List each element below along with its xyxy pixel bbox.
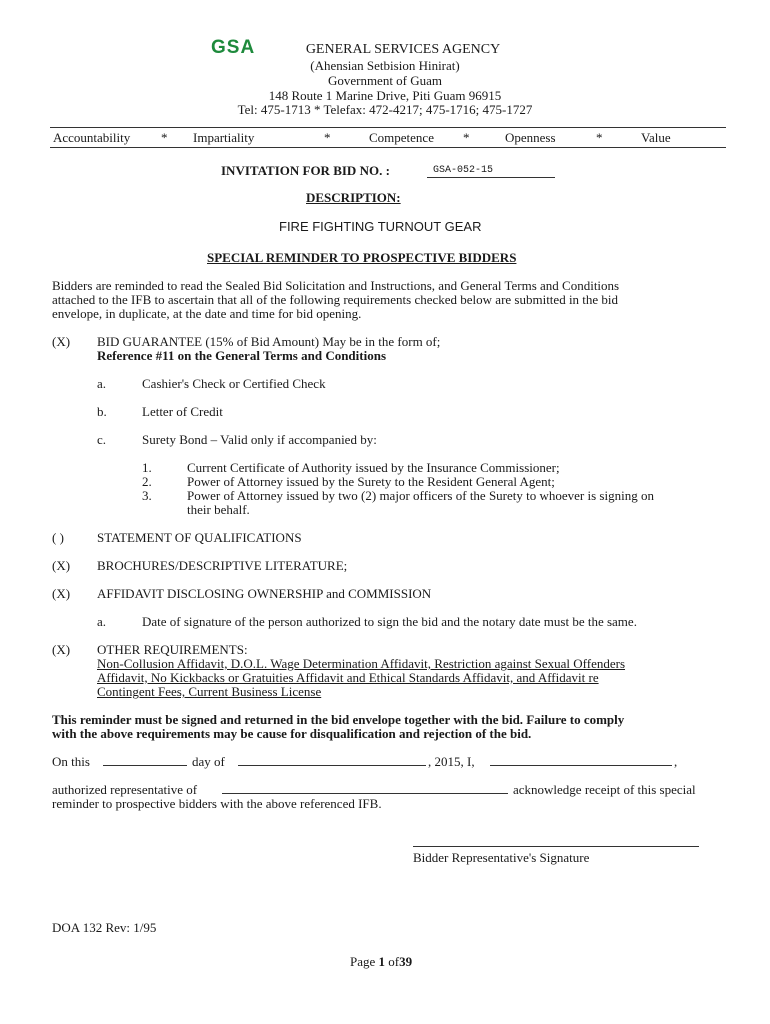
government-name: Government of Guam (327, 73, 443, 88)
ack-acknowledge: acknowledge receipt of this special (513, 782, 696, 797)
bid-guarantee-reference: Reference #11 on the General Terms and Conditions (97, 348, 387, 363)
brochures-label: BROCHURES/DESCRIPTIVE LITERATURE; (97, 558, 348, 573)
affidavit-note-letter: a. (97, 614, 107, 629)
name-input[interactable] (490, 754, 672, 766)
ack-authorized: authorized representative of (52, 782, 198, 797)
brochures-checkbox: (X) (52, 558, 71, 573)
option-letter: c. (97, 432, 107, 447)
intro-line-1: Bidders are reminded to read the Sealed Bid Solicitation and Instructions, and General Terms and Conditions (52, 278, 620, 293)
page-current: 1 (378, 954, 386, 969)
agency-address: 148 Route 1 Marine Drive, Piti Guam 96915 (268, 88, 502, 103)
warning-line-1: This reminder must be signed and returned in the bid envelope together with the bid. Failure to comply (52, 712, 625, 727)
affidavit-checkbox: (X) (52, 586, 71, 601)
day-input[interactable] (103, 754, 187, 766)
ack-on-this: On this (52, 754, 90, 769)
motto-openness: Openness (505, 130, 556, 145)
page-total: 39 (399, 954, 413, 969)
option-letter-of-credit: Letter of Credit (142, 404, 223, 419)
other-requirements-line-1: Non-Collusion Affidavit, D.O.L. Wage Determination Affidavit, Restriction against Sexual Offenders (97, 656, 626, 671)
description-text: FIRE FIGHTING TURNOUT GEAR (279, 219, 482, 234)
month-input[interactable] (238, 754, 426, 766)
agency-native-name: (Ahensian Setbision Hinirat) (310, 58, 460, 73)
gsa-logo: GSA (211, 37, 256, 58)
other-requirements-checkbox: (X) (52, 642, 71, 657)
ack-line-2: reminder to prospective bidders with the above referenced IFB. (52, 796, 382, 811)
motto-separator: * (463, 130, 470, 145)
page-of: of (388, 954, 400, 969)
company-input[interactable] (222, 782, 508, 794)
surety-requirement-continued: their behalf. (187, 502, 250, 517)
ifb-number: GSA-052-15 (433, 165, 494, 176)
other-requirements-line-3: Contingent Fees, Current Business License (97, 684, 322, 699)
motto-impartiality: Impartiality (193, 130, 255, 145)
surety-number: 3. (142, 488, 152, 503)
signature-label: Bidder Representative's Signature (413, 850, 590, 865)
affidavit-label: AFFIDAVIT DISCLOSING OWNERSHIP and COMMISSION (97, 586, 432, 601)
surety-requirement: Power of Attorney issued by the Surety to the Resident General Agent; (187, 474, 555, 489)
bid-guarantee-label: BID GUARANTEE (15% of Bid Amount) May be in the form of; (97, 334, 441, 349)
option-surety-bond: Surety Bond – Valid only if accompanied by: (142, 432, 377, 447)
form-id: DOA 132 Rev: 1/95 (52, 920, 157, 935)
warning-line-2: with the above requirements may be cause for disqualification and rejection of the bid. (52, 726, 532, 741)
option-letter: b. (97, 404, 107, 419)
affidavit-note-text: Date of signature of the person authorized to sign the bid and the notary date must be the same. (142, 614, 637, 629)
agency-name: GENERAL SERVICES AGENCY (305, 42, 501, 57)
intro-line-3: envelope, in duplicate, at the date and time for bid opening. (52, 306, 362, 321)
header-top-rule (50, 127, 726, 128)
page-number (350, 954, 412, 969)
ack-comma: , (674, 754, 678, 769)
signature-line[interactable] (413, 846, 699, 847)
option-letter: a. (97, 376, 107, 391)
motto-value: Value (641, 130, 671, 145)
ack-year: , 2015, I, (428, 754, 475, 769)
motto-separator: * (161, 130, 168, 145)
surety-number: 2. (142, 474, 152, 489)
ack-day-of: day of (192, 754, 225, 769)
agency-phone: Tel: 475-1713 * Telefax: 472-4217; 475-1716; 475-1727 (237, 102, 533, 117)
description-heading: DESCRIPTION: (306, 190, 401, 205)
surety-requirement: Current Certificate of Authority issued by the Insurance Commissioner; (187, 460, 560, 475)
other-requirements-line-2: Affidavit, No Kickbacks or Gratuities Affidavit and Ethical Standards Affidavit, and Affidavit re (97, 670, 599, 685)
motto-separator: * (596, 130, 603, 145)
reminder-heading: SPECIAL REMINDER TO PROSPECTIVE BIDDERS (207, 250, 517, 265)
qualifications-label: STATEMENT OF QUALIFICATIONS (97, 530, 302, 545)
motto-accountability: Accountability (53, 130, 131, 145)
page-prefix: Page (350, 954, 376, 969)
other-requirements-label: OTHER REQUIREMENTS: (97, 642, 248, 657)
ifb-number-field (427, 164, 555, 178)
header-bottom-rule (50, 147, 726, 148)
ifb-label: INVITATION FOR BID NO. : (221, 163, 390, 178)
motto-competence: Competence (369, 130, 434, 145)
intro-line-2: attached to the IFB to ascertain that all of the following requirements checked below are submitted in the bid (52, 292, 619, 307)
surety-requirement: Power of Attorney issued by two (2) major officers of the Surety to whoever is signing on (187, 488, 654, 503)
option-cashiers-check: Cashier's Check or Certified Check (142, 376, 326, 391)
motto-separator: * (324, 130, 331, 145)
bid-guarantee-checkbox: (X) (52, 334, 71, 349)
qualifications-checkbox: ( ) (52, 530, 64, 545)
surety-number: 1. (142, 460, 152, 475)
